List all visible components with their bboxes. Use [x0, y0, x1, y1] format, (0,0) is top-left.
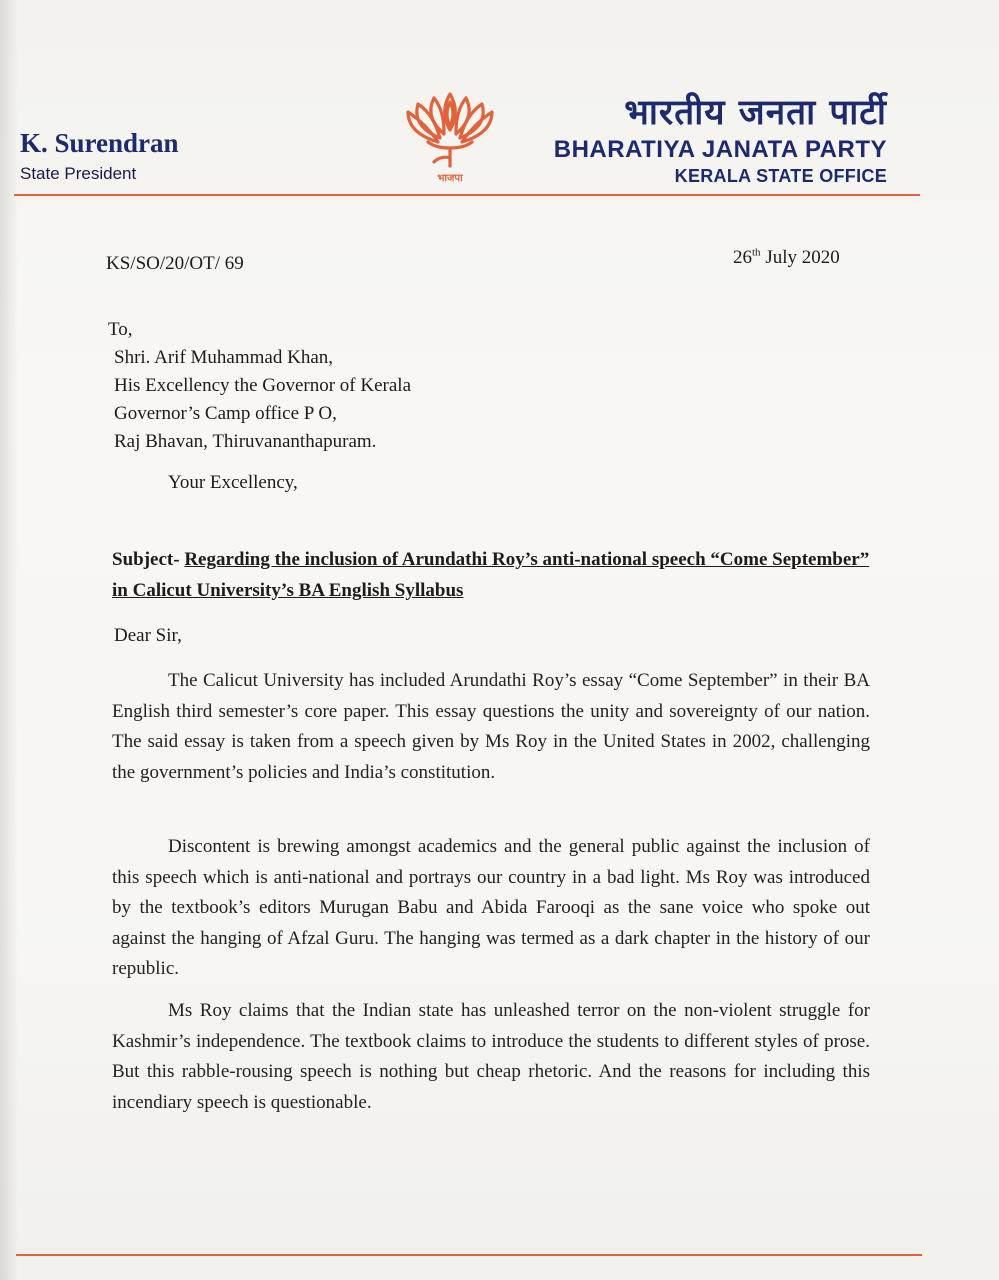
recipient-address-line-2: Raj Bhavan, Thiruvananthapuram.: [114, 431, 377, 452]
reference-number: KS/SO/20/OT/ 69: [106, 253, 244, 274]
letter-date: [733, 247, 840, 269]
sender-name: K. Surendran: [20, 128, 179, 158]
salutation: Your Excellency,: [168, 472, 298, 493]
greeting: Dear Sir,: [114, 625, 182, 646]
subject-label: Subject-: [112, 549, 180, 570]
logo-text: भाजपा: [437, 173, 463, 184]
date-day: 26: [733, 247, 752, 268]
recipient-address: [108, 316, 411, 456]
sender-title: State President: [20, 164, 137, 183]
to-label: To,: [108, 319, 133, 340]
party-name: BHARATIYA JANATA PARTY: [553, 136, 887, 163]
body-paragraph: The Calicut University has included Arundathi Roy’s essay “Come September” in their BA English third semester’s core paper. This essay questions the unity and sovereignty of our nation. The said essay is taken from a speech given by Ms Roy in the United States in 2002, challenging the government’s policies and India’s constitution.: [112, 670, 870, 783]
lotus-logo-icon: [404, 86, 496, 186]
recipient-address-line-1: Governor’s Camp office P O,: [114, 403, 337, 424]
date-suffix: th: [752, 246, 761, 259]
body-paragraph: Discontent is brewing amongst academics and the general public against the inclusion of this speech which is anti-national and portrays our country in a bad light. Ms Roy was introduced by the textbook’s editors Murugan Babu and Abida Farooqi as the sane voice who spoke out against the hanging of Afzal Guru. The hanging was termed as a dark chapter in the history of our republic.: [112, 836, 870, 979]
footer-divider: [16, 1254, 922, 1256]
recipient-name: Shri. Arif Muhammad Khan,: [114, 347, 334, 368]
header-divider: [14, 194, 920, 196]
party-name-hindi: भारतीय जनता पार्टी: [624, 93, 887, 133]
party-office: KERALA STATE OFFICE: [674, 166, 887, 186]
page-edge-shadow: [0, 0, 18, 1280]
subject-text: Regarding the inclusion of Arundathi Roy’s anti-national speech “Come September” in Calicut University’s BA English Syllabus: [112, 549, 870, 601]
subject-line: [112, 544, 872, 606]
recipient-designation: His Excellency the Governor of Kerala: [114, 375, 412, 396]
date-rest: July 2020: [760, 247, 840, 268]
body-paragraph: Ms Roy claims that the Indian state has unleashed terror on the non-violent struggle for Kashmir’s independence. The textbook claims to introduce the students to different styles of prose. But this rabble-rousing speech is nothing but cheap rhetoric. And the reasons for including this incendiary speech is questionable.: [112, 1000, 870, 1113]
